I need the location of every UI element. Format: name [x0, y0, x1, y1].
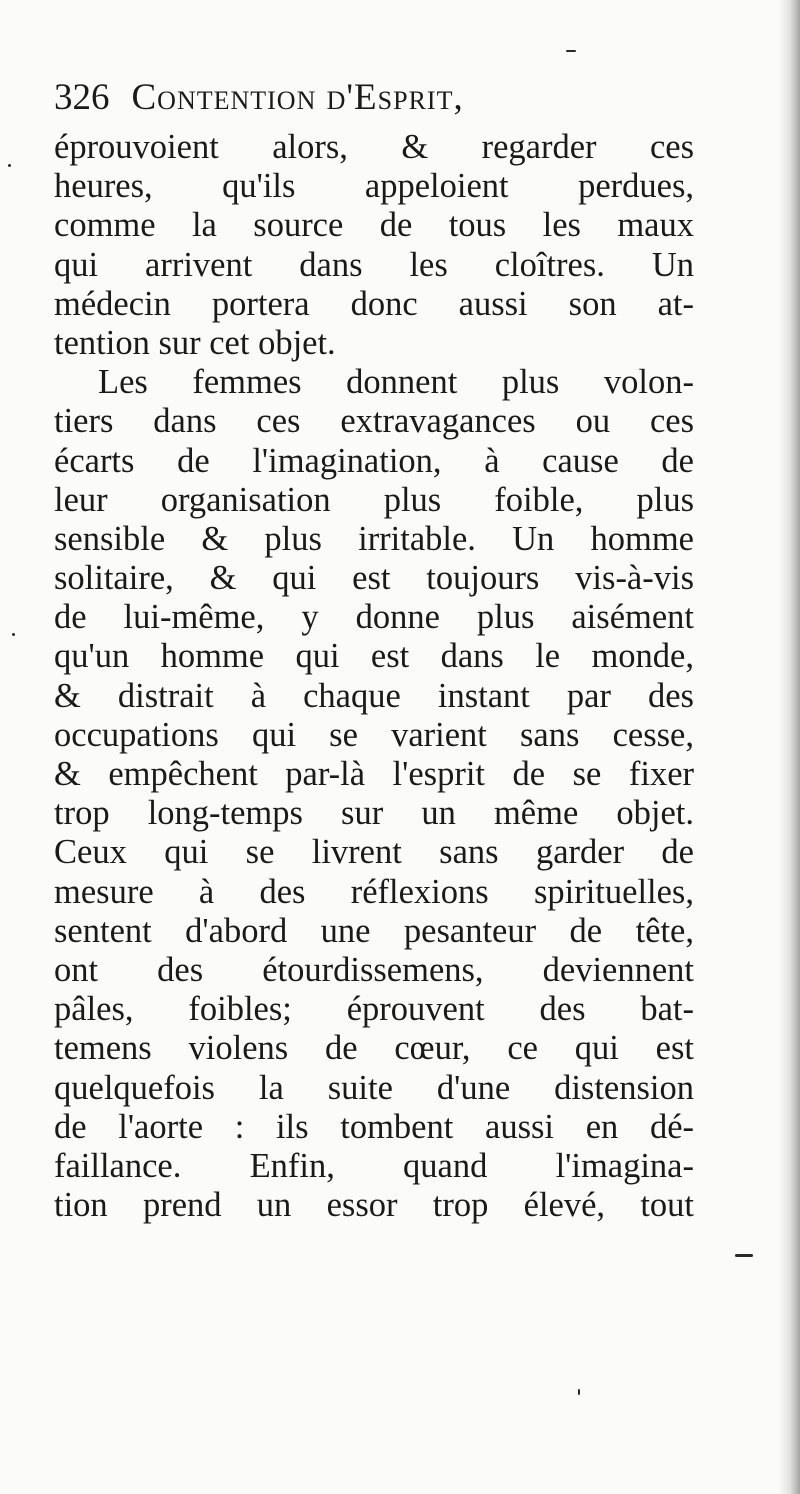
text-line: comme la source de tous les maux — [54, 206, 694, 245]
text-line: qu'un homme qui est dans le monde, — [54, 637, 694, 676]
text-line: & distrait à chaque instant par des — [54, 676, 694, 715]
text-line: sentent d'abord une pesanteur de tête, — [54, 911, 694, 950]
text-line: occupations qui se varient sans cesse, — [54, 715, 694, 754]
text-line: leur organisation plus foible, plus — [54, 480, 694, 519]
text-line: tiers dans ces extravagances ou ces — [54, 402, 694, 441]
text-line: de lui-même, y donne plus aisément — [54, 598, 694, 637]
page-number: 326 — [54, 77, 110, 118]
text-line: pâles, foibles; éprouvent des bat- — [54, 990, 694, 1029]
text-line: heures, qu'ils appeloient perdues, — [54, 167, 694, 206]
text-line: de l'aorte : ils tombent aussi en dé- — [54, 1107, 694, 1146]
paper-speck — [566, 50, 576, 52]
paragraph-start-line: Les femmes donnent plus volon- — [98, 363, 694, 402]
text-line: écarts de l'imagination, à cause de — [54, 441, 694, 480]
body-text — [54, 128, 694, 1225]
text-line: Ceux qui se livrent sans garder de — [54, 833, 694, 872]
text-line: & empêchent par-là l'esprit de se fixer — [54, 755, 694, 793]
running-head: Contention d'Esprit, — [131, 77, 464, 118]
text-line: temens violens de cœur, ce qui est — [54, 1029, 694, 1068]
paper-speck — [12, 633, 15, 636]
text-line: tention sur cet objet. — [54, 323, 336, 362]
text-line: médecin portera donc aussi son at- — [54, 284, 694, 323]
page-edge-shadow — [778, 0, 800, 1494]
text-line: éprouvoient alors, & regarder ces — [54, 128, 694, 166]
text-line: trop long-temps sur un même objet. — [54, 794, 694, 833]
text-line: qui arrivent dans les cloîtres. Un — [54, 245, 694, 284]
text-line: tion prend un essor trop élevé, tout — [54, 1186, 694, 1225]
text-line: sensible & plus irritable. Un homme — [54, 519, 694, 558]
text-line: mesure à des réflexions spirituelles, — [54, 872, 694, 911]
text-line: solitaire, & qui est toujours vis-à-vis — [54, 559, 694, 598]
page-header — [54, 72, 694, 124]
paper-speck — [735, 1254, 753, 1257]
text-line: ont des étourdissemens, deviennent — [54, 950, 694, 989]
paper-speck — [8, 164, 11, 167]
text-line: faillance. Enfin, quand l'imagina- — [54, 1146, 694, 1185]
paper-speck — [578, 1389, 580, 1395]
text-line: quelquefois la suite d'une distension — [54, 1068, 694, 1107]
